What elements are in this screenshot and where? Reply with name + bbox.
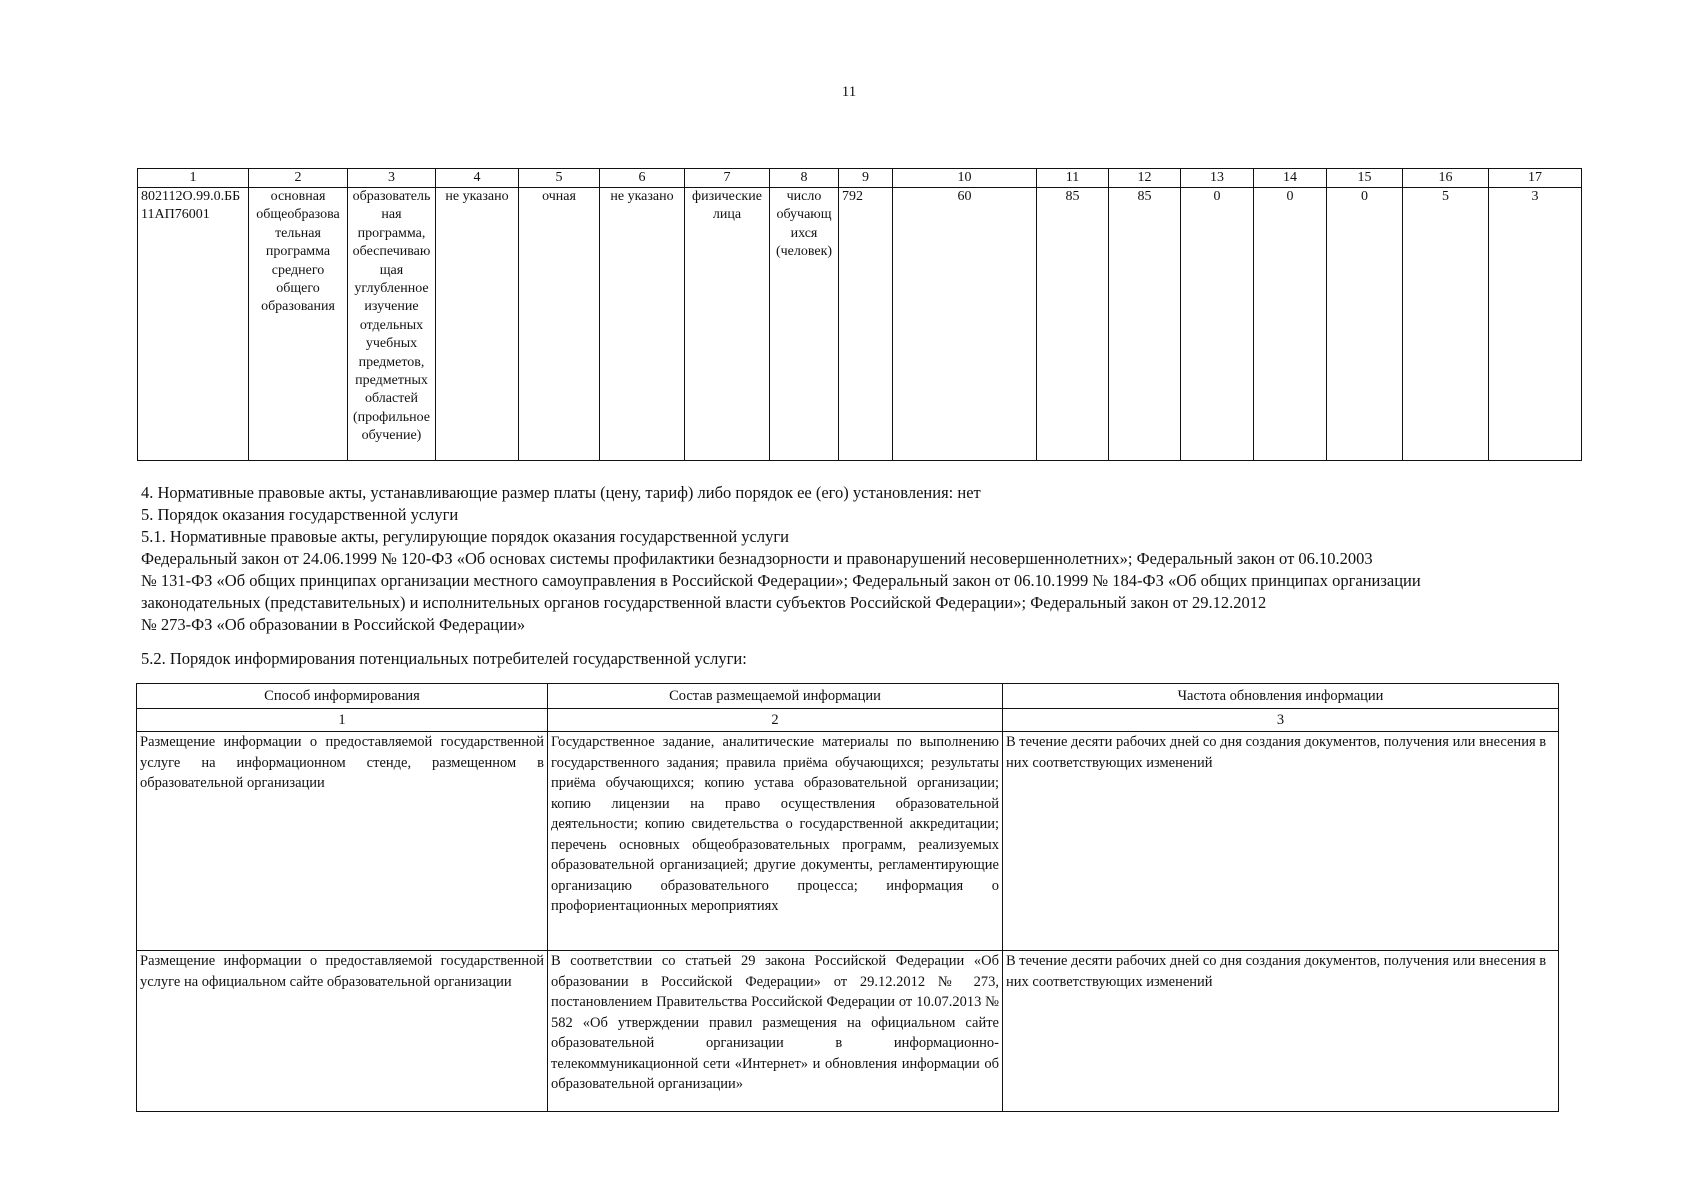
federal-laws-list: Федеральный закон от 24.06.1999 № 120-ФЗ «Об основах системы профилактики безнадзорности и правонарушений несовершеннолетних»; Федеральный закон от 06.10.2003 № 131-ФЗ «Об общих принципах организации местного самоуправления в Российской Федерации»; Федеральный закон от 06.10.1999 № 184-ФЗ «Об общих принципах организации законодательных (представительных) и исполнительных органов государственной власти субъектов Российской Федерации»; Федеральный закон от 29.12.2012 № 273-ФЗ «Об образовании в Российской Федерации» [141, 549, 1421, 634]
table-cell: не указано [600, 188, 685, 461]
column-number: 2 [249, 169, 348, 188]
page-number: 11 [841, 84, 857, 100]
registry-number-cell: 802112О.99.0.ББ 11АП76001 [138, 188, 249, 461]
regulations-section [141, 482, 1561, 670]
column-number-row [138, 169, 1582, 188]
table-cell: 0 [1327, 188, 1403, 461]
program-type-cell: основная общеобразова тельная программа среднего общего образования [249, 188, 348, 461]
table-cell: 85 [1109, 188, 1181, 461]
content-cell: В соответствии со статьей 29 закона Российской Федерации «Об образовании в Российской Федерации» от 29.12.2012 № 273, постановлением Правительства Российской Федерации от 10.07.2013 № 582 «Об утверждении правил размещения на официальном сайте образовательной организации в информационно-телекоммуникационной сети «Интернет» и обновления информации об образовательной организации» [548, 951, 1003, 1112]
column-number: 4 [436, 169, 519, 188]
consumer-category-cell: физические лица [685, 188, 770, 461]
table-cell: 0 [1181, 188, 1254, 461]
column-number: 13 [1181, 169, 1254, 188]
column-number: 1 [138, 169, 249, 188]
program-content-cell: образователь ная программа, обеспечиваю щая углубленное изучение отдельных учебных предметов, предметных областей (профильное обучение) [348, 188, 436, 461]
column-header: Состав размещаемой информации [548, 684, 1003, 709]
content-cell: Государственное задание, аналитические материалы по выполнению государственного задания; правила приёма обучающихся; результаты приёма обучающихся; копию устава образовательной организации; копию лицензии на право осуществления образовательной деятельности; копию свидетельства о государственной аккредитации; перечень основных общеобразовательных программ, реализуемых образовательной организацией; другие документы, регламентирующие организацию образовательного процесса; информация о профориентационных мероприятиях [548, 732, 1003, 951]
indicator-name-cell: число обучающ ихся (человек) [770, 188, 839, 461]
column-number: 14 [1254, 169, 1327, 188]
column-number: 17 [1489, 169, 1582, 188]
table-row [137, 951, 1559, 1112]
indicator-table [137, 168, 1582, 461]
table-row [137, 732, 1559, 951]
column-number: 9 [839, 169, 893, 188]
paragraph-4: 4. Нормативные правовые акты, устанавливающие размер платы (цену, тариф) либо порядок ее (его) установления: нет [141, 483, 981, 502]
column-number: 7 [685, 169, 770, 188]
column-index: 2 [548, 709, 1003, 732]
table-cell: 0 [1254, 188, 1327, 461]
column-index: 3 [1003, 709, 1559, 732]
informing-table [136, 683, 1559, 1112]
column-number: 10 [893, 169, 1037, 188]
column-number: 6 [600, 169, 685, 188]
column-number: 12 [1109, 169, 1181, 188]
table-cell: 85 [1037, 188, 1109, 461]
table-cell: 3 [1489, 188, 1582, 461]
paragraph-5: 5. Порядок оказания государственной услуги [141, 505, 459, 524]
column-number: 5 [519, 169, 600, 188]
column-number: 8 [770, 169, 839, 188]
education-form-cell: очная [519, 188, 600, 461]
column-index-row [137, 709, 1559, 732]
table-cell: 792 [839, 188, 893, 461]
paragraph-5-1: 5.1. Нормативные правовые акты, регулирующие порядок оказания государственной услуги [141, 527, 789, 546]
column-number: 3 [348, 169, 436, 188]
column-header: Способ информирования [137, 684, 548, 709]
table-cell: 60 [893, 188, 1037, 461]
table-row [138, 188, 1582, 461]
table-cell: 5 [1403, 188, 1489, 461]
column-header: Частота обновления информации [1003, 684, 1559, 709]
method-cell: Размещение информации о предоставляемой государственной услуге на официальном сайте образовательной организации [137, 951, 548, 1112]
paragraph-5-2: 5.2. Порядок информирования потенциальных потребителей государственной услуги: [141, 649, 747, 668]
frequency-cell: В течение десяти рабочих дней со дня создания документов, получения или внесения в них соответствующих изменений [1003, 951, 1559, 1112]
column-number: 15 [1327, 169, 1403, 188]
frequency-cell: В течение десяти рабочих дней со дня создания документов, получения или внесения в них соответствующих изменений [1003, 732, 1559, 951]
table-header-row [137, 684, 1559, 709]
method-cell: Размещение информации о предоставляемой государственной услуге на информационном стенде, размещенном в образовательной организации [137, 732, 548, 951]
column-number: 11 [1037, 169, 1109, 188]
table-cell: не указано [436, 188, 519, 461]
column-index: 1 [137, 709, 548, 732]
column-number: 16 [1403, 169, 1489, 188]
